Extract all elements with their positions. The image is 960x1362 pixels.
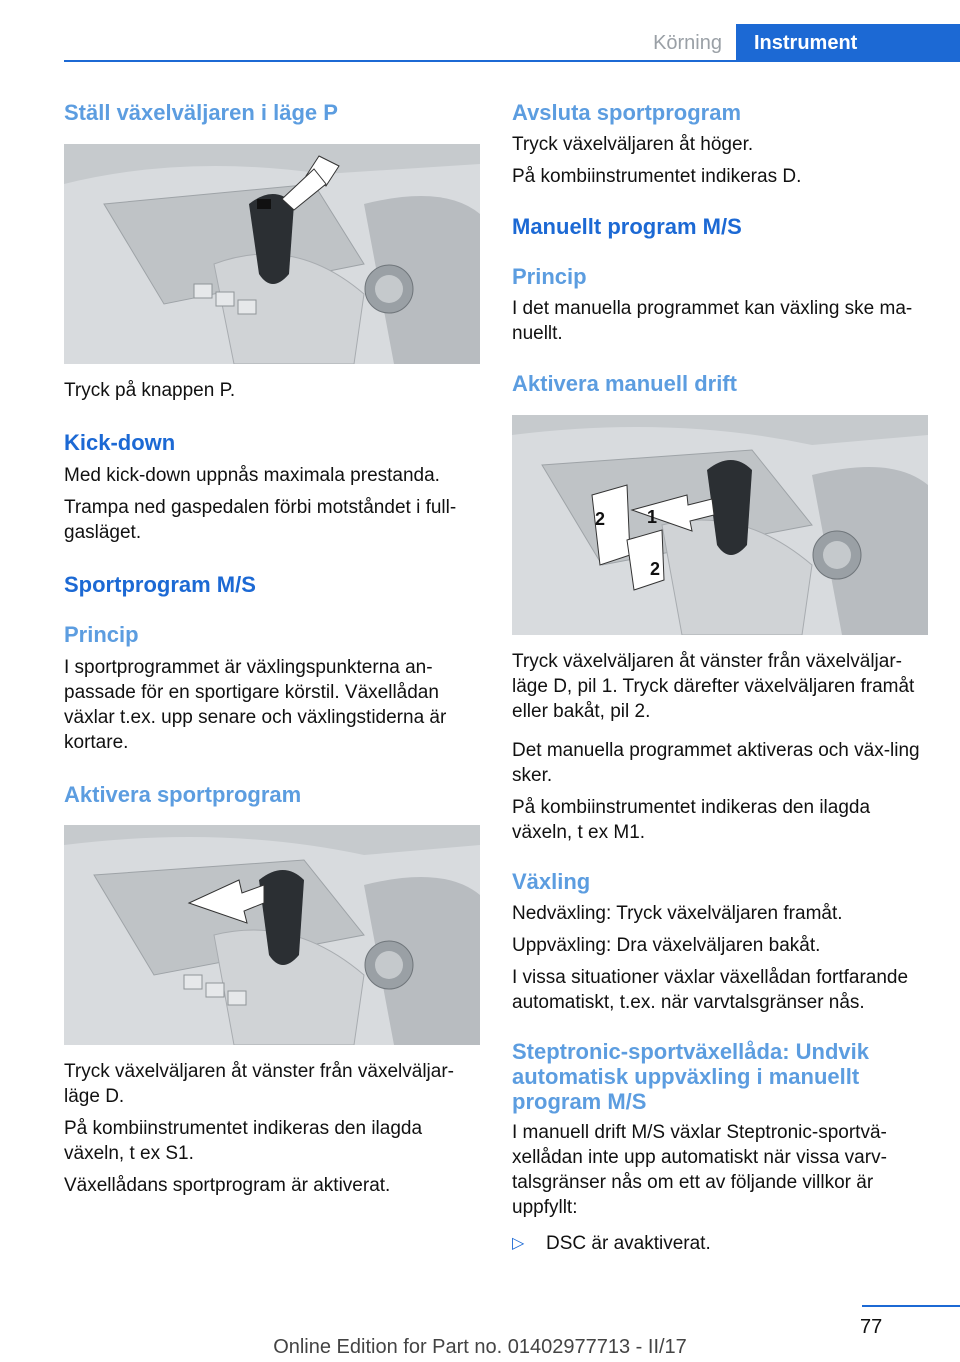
page-number: 77 — [860, 1316, 883, 1338]
header-section: Körning — [653, 32, 722, 54]
triangle-bullet-icon: ▷ — [512, 1235, 525, 1252]
text-princip-left: I sportprogrammet är växlingspunkterna an-passade för en sportigare körstil. Växellådan växlar t.ex. upp senare och växlingstiderna är kortare. — [64, 657, 447, 753]
gear-illustration-3 — [512, 415, 928, 635]
text-aktivera-manuell-3: På kombiinstrumentet indikeras den ilagda växeln, t ex M1. — [512, 797, 871, 843]
text-vaxling-2: Uppväxling: Dra växelväljaren bakåt. — [512, 935, 821, 956]
text-vaxling-1: Nedväxling: Tryck växelväljaren framåt. — [512, 903, 843, 924]
heading-steptronic: Steptronic-sportväxellåda: Undvik automatisk uppväxling i manuellt program M/S — [512, 1039, 869, 1114]
text-avsluta-1: Tryck växelväljaren åt höger. — [512, 134, 754, 155]
image-gear-selector-sport — [64, 825, 480, 1045]
heading-aktivera-sport: Aktivera sportprogram — [64, 782, 302, 807]
text-steptronic: I manuell drift M/S växlar Steptronic-sportvä-xellådan inte upp automatiskt när vissa varv-talsgränser nås om ett av följande villkor är uppfyllt: — [512, 1122, 887, 1218]
text-aktivera-sport-2: På kombiinstrumentet indikeras den ilagda växeln, t ex S1. — [64, 1118, 423, 1164]
arrow-1-label: 1 — [647, 507, 658, 527]
text-vaxling-3: I vissa situationer växlar växellådan fortfarande automatiskt, t.ex. när varvtalsgränser nås. — [512, 967, 909, 1013]
right-column — [512, 100, 932, 1256]
image-gear-selector-manual — [512, 415, 928, 635]
header-rule — [64, 60, 960, 62]
text-park: Tryck på knappen P. — [64, 380, 236, 401]
list-item — [512, 1231, 932, 1256]
arrow-2-top-label: 2 — [595, 509, 606, 529]
heading-aktivera-manuell: Aktivera manuell drift — [512, 371, 737, 396]
text-aktivera-manuell-1: Tryck växelväljaren åt vänster från växelväljar-läge D, pil 1. Tryck därefter växelväljaren framåt eller bakåt, pil 2. — [512, 651, 915, 722]
bullet-text: DSC är avaktiverat. — [546, 1233, 711, 1254]
arrow-2-bottom-label: 2 — [650, 559, 661, 579]
heading-avsluta: Avsluta sportprogram — [512, 100, 742, 125]
edition-text: Online Edition for Part no. 01402977713 - II/17 — [273, 1336, 687, 1358]
text-avsluta-2: På kombiinstrumentet indikeras D. — [512, 166, 802, 187]
footer-rule — [862, 1305, 960, 1307]
heading-kickdown: Kick-down — [64, 430, 176, 455]
text-princip-right: I det manuella programmet kan växling ske ma-nuellt. — [512, 298, 913, 344]
text-aktivera-sport-3: Växellådans sportprogram är aktiverat. — [64, 1175, 391, 1196]
gear-illustration-1 — [64, 144, 480, 364]
heading-manuellt: Manuellt program M/S — [512, 214, 742, 239]
heading-sportprogram: Sportprogram M/S — [64, 572, 256, 597]
left-column — [64, 100, 482, 1198]
heading-vaxling: Växling — [512, 869, 591, 894]
heading-princip-left: Princip — [64, 622, 139, 647]
header-chapter: Instrument — [736, 24, 960, 62]
text-kickdown-1: Med kick-down uppnås maximala prestanda. — [64, 465, 440, 486]
heading-park: Ställ växelväljaren i läge P — [64, 100, 338, 125]
text-kickdown-2: Trampa ned gaspedalen förbi motståndet i full-gasläget. — [64, 497, 457, 543]
text-aktivera-manuell-2: Det manuella programmet aktiveras och väx-ling sker. — [512, 740, 920, 786]
text-aktivera-sport-1: Tryck växelväljaren åt vänster från växelväljar-läge D. — [64, 1061, 454, 1107]
heading-princip-right: Princip — [512, 264, 587, 289]
image-gear-selector-park — [64, 144, 480, 364]
gear-illustration-2 — [64, 825, 480, 1045]
